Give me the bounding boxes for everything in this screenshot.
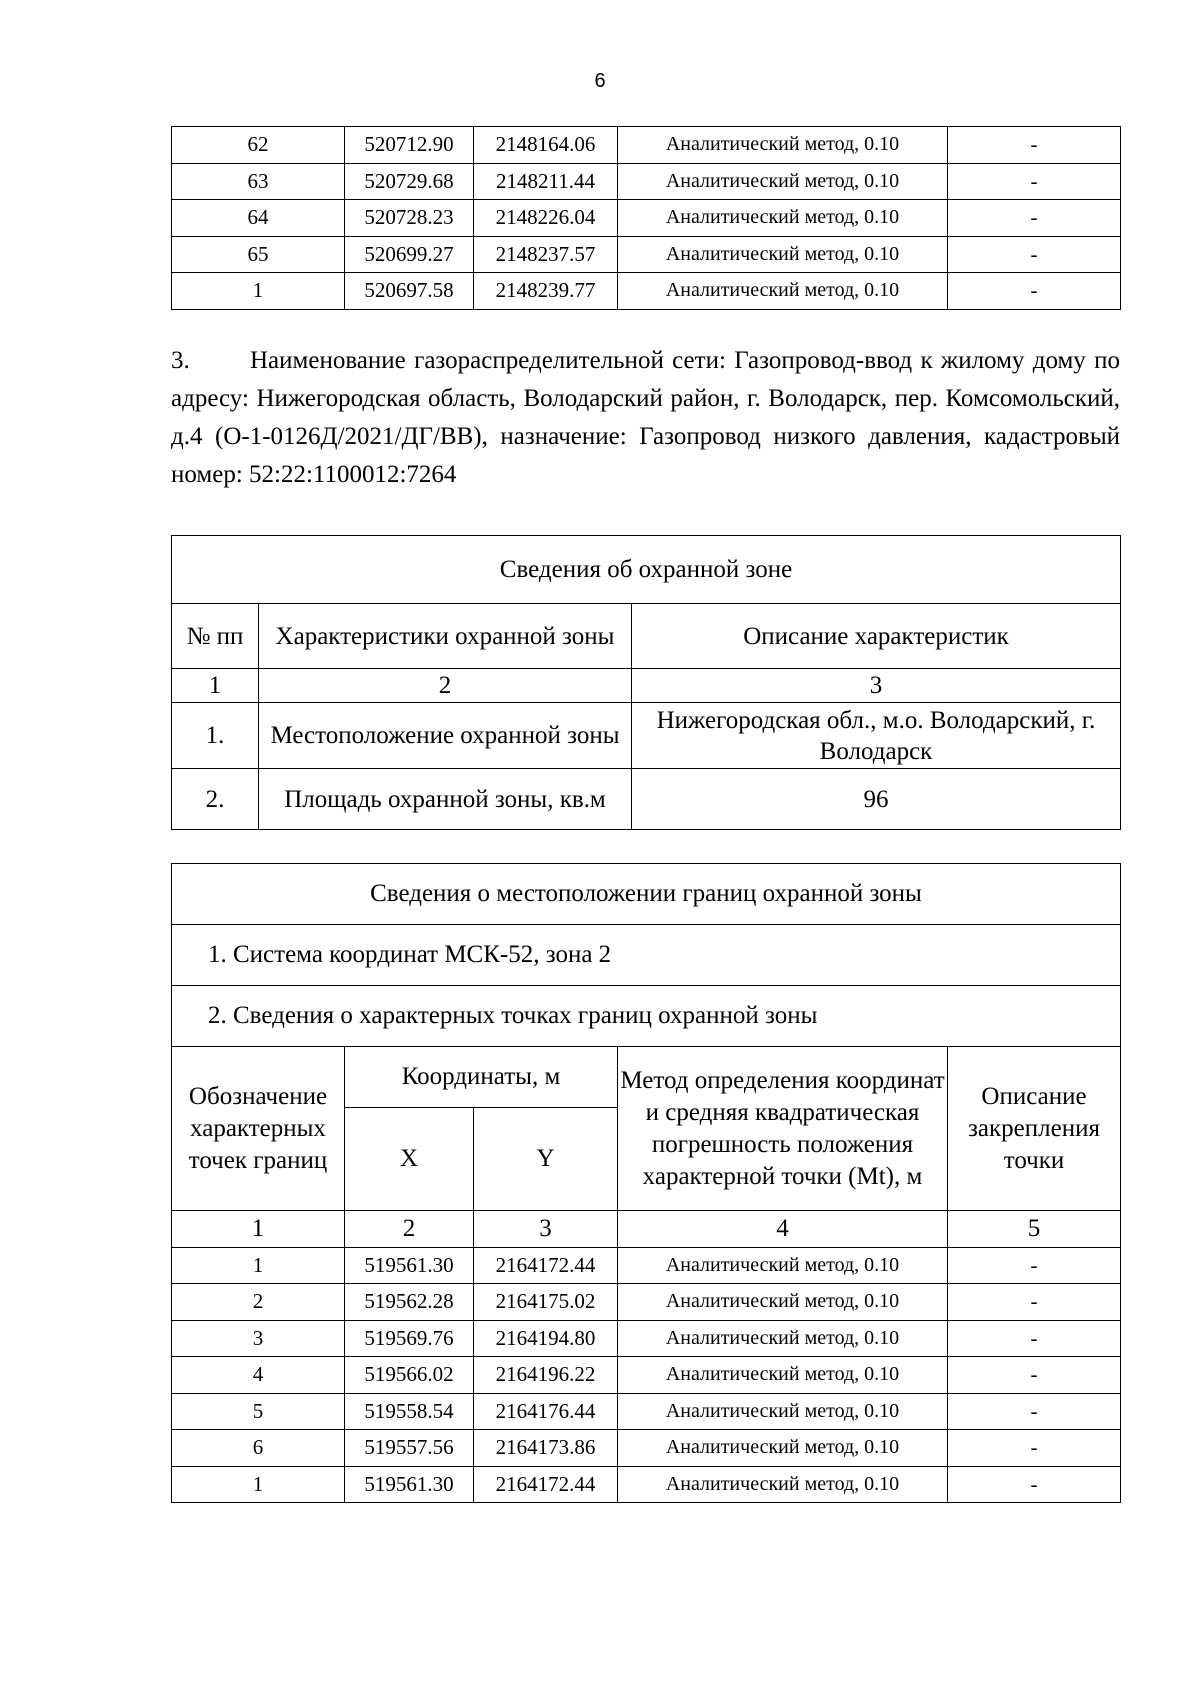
col-number-3: 3 [632,669,1121,703]
coord-y: 2164196.22 [474,1357,618,1394]
coord-x: 519566.02 [345,1357,474,1394]
coord-y: 2148211.44 [474,163,618,200]
coord-y: 2148237.57 [474,236,618,273]
boundary-table-title: Сведения о местоположении границ охранной зоны [172,864,1121,925]
coord-x: 519561.30 [345,1247,474,1284]
col-number-3: 3 [474,1211,618,1248]
coord-x: 519569.76 [345,1320,474,1357]
gas-network-paragraph [171,342,1120,494]
col-number-1: 1 [172,669,259,703]
row2-number: 2. [172,769,259,830]
table-row [172,163,1121,200]
coord-x: 519557.56 [345,1430,474,1467]
points-title: 2. Сведения о характерных точках границ охранной зоны [172,986,1121,1047]
table-row [172,127,1121,164]
row2-description: 96 [632,769,1121,830]
protection-zone-table [171,535,1121,830]
header-characteristics: Характеристики охранной зоны [259,604,632,669]
coord-y: 2164172.44 [474,1247,618,1284]
table-row [172,1247,1121,1284]
point-id: 1 [172,1247,345,1284]
table-row [172,1284,1121,1321]
coord-x: 520728.23 [345,200,474,237]
table-row [172,200,1121,237]
coord-x: 520697.58 [345,273,474,310]
point-id: 65 [172,236,345,273]
point-id: 6 [172,1430,345,1467]
method: Аналитический метод, 0.10 [618,163,948,200]
coord-y: 2164172.44 [474,1466,618,1503]
paragraph-text: Наименование газораспределительной сети: Газопровод-ввод к жилому дому по адресу: Нижегородская область, Володарский район, г. Володарск, пер. Комсомольский, д.4 (О-1-0126Д/2021/ДГ/ВВ), назначение: Газопровод низкого давления, кадастровый номер: 52:22:1100012:7264 [171,347,1120,488]
point-id: 4 [172,1357,345,1394]
coord-x: 519561.30 [345,1466,474,1503]
row1-number: 1. [172,703,259,769]
coord-x: 519558.54 [345,1393,474,1430]
table-row [172,273,1121,310]
point-id: 62 [172,127,345,164]
method: Аналитический метод, 0.10 [618,273,948,310]
method: Аналитический метод, 0.10 [618,1357,948,1394]
fixing: - [948,1357,1121,1394]
point-id: 1 [172,1466,345,1503]
coord-y: 2164194.80 [474,1320,618,1357]
boundary-points-table [171,863,1121,1503]
coord-y: 2148164.06 [474,127,618,164]
table-row [172,1320,1121,1357]
method: Аналитический метод, 0.10 [618,1320,948,1357]
fixing: - [948,1247,1121,1284]
header-fixing: Описание закрепления точки [948,1047,1121,1211]
table-row [172,236,1121,273]
coordinates-table-continued [171,126,1121,310]
zone-table-title: Сведения об охранной зоне [172,536,1121,604]
coord-x: 520712.90 [345,127,474,164]
col-number-1: 1 [172,1211,345,1248]
row1-description: Нижегородская обл., м.о. Володарский, г. Володарск [632,703,1121,769]
fixing: - [948,1284,1121,1321]
header-x: X [345,1108,474,1211]
header-designation: Обозначение характерных точек границ [172,1047,345,1211]
header-number: № пп [172,604,259,669]
fixing: - [948,127,1121,164]
col-number-5: 5 [948,1211,1121,1248]
row2-characteristic: Площадь охранной зоны, кв.м [259,769,632,830]
col-number-4: 4 [618,1211,948,1248]
coord-y: 2164173.86 [474,1430,618,1467]
coord-y: 2148226.04 [474,200,618,237]
row1-characteristic: Местоположение охранной зоны [259,703,632,769]
coord-y: 2164175.02 [474,1284,618,1321]
point-id: 64 [172,200,345,237]
method: Аналитический метод, 0.10 [618,1466,948,1503]
method: Аналитический метод, 0.10 [618,1393,948,1430]
point-id: 2 [172,1284,345,1321]
header-y: Y [474,1108,618,1211]
coord-x: 520699.27 [345,236,474,273]
coord-y: 2164176.44 [474,1393,618,1430]
point-id: 5 [172,1393,345,1430]
fixing: - [948,200,1121,237]
table-row [172,1393,1121,1430]
point-id: 1 [172,273,345,310]
method: Аналитический метод, 0.10 [618,236,948,273]
fixing: - [948,273,1121,310]
coordinate-system: 1. Система координат МСК-52, зона 2 [172,925,1121,986]
table-row [172,1430,1121,1467]
fixing: - [948,1430,1121,1467]
coord-x: 519562.28 [345,1284,474,1321]
fixing: - [948,1466,1121,1503]
coord-y: 2148239.77 [474,273,618,310]
header-method: Метод определения координат и средняя квадратическая погрешность положения характерной точки (Mt), м [618,1047,948,1211]
method: Аналитический метод, 0.10 [618,1430,948,1467]
fixing: - [948,1320,1121,1357]
method: Аналитический метод, 0.10 [618,200,948,237]
method: Аналитический метод, 0.10 [618,1284,948,1321]
col-number-2: 2 [259,669,632,703]
method: Аналитический метод, 0.10 [618,1247,948,1284]
coord-x: 520729.68 [345,163,474,200]
col-number-2: 2 [345,1211,474,1248]
header-description: Описание характеристик [632,604,1121,669]
paragraph-number: 3. [171,347,190,374]
fixing: - [948,236,1121,273]
point-id: 3 [172,1320,345,1357]
header-coordinates: Координаты, м [345,1047,618,1108]
table-row [172,1466,1121,1503]
point-id: 63 [172,163,345,200]
method: Аналитический метод, 0.10 [618,127,948,164]
fixing: - [948,163,1121,200]
page-number: 6 [594,70,606,92]
fixing: - [948,1393,1121,1430]
table-row [172,1357,1121,1394]
